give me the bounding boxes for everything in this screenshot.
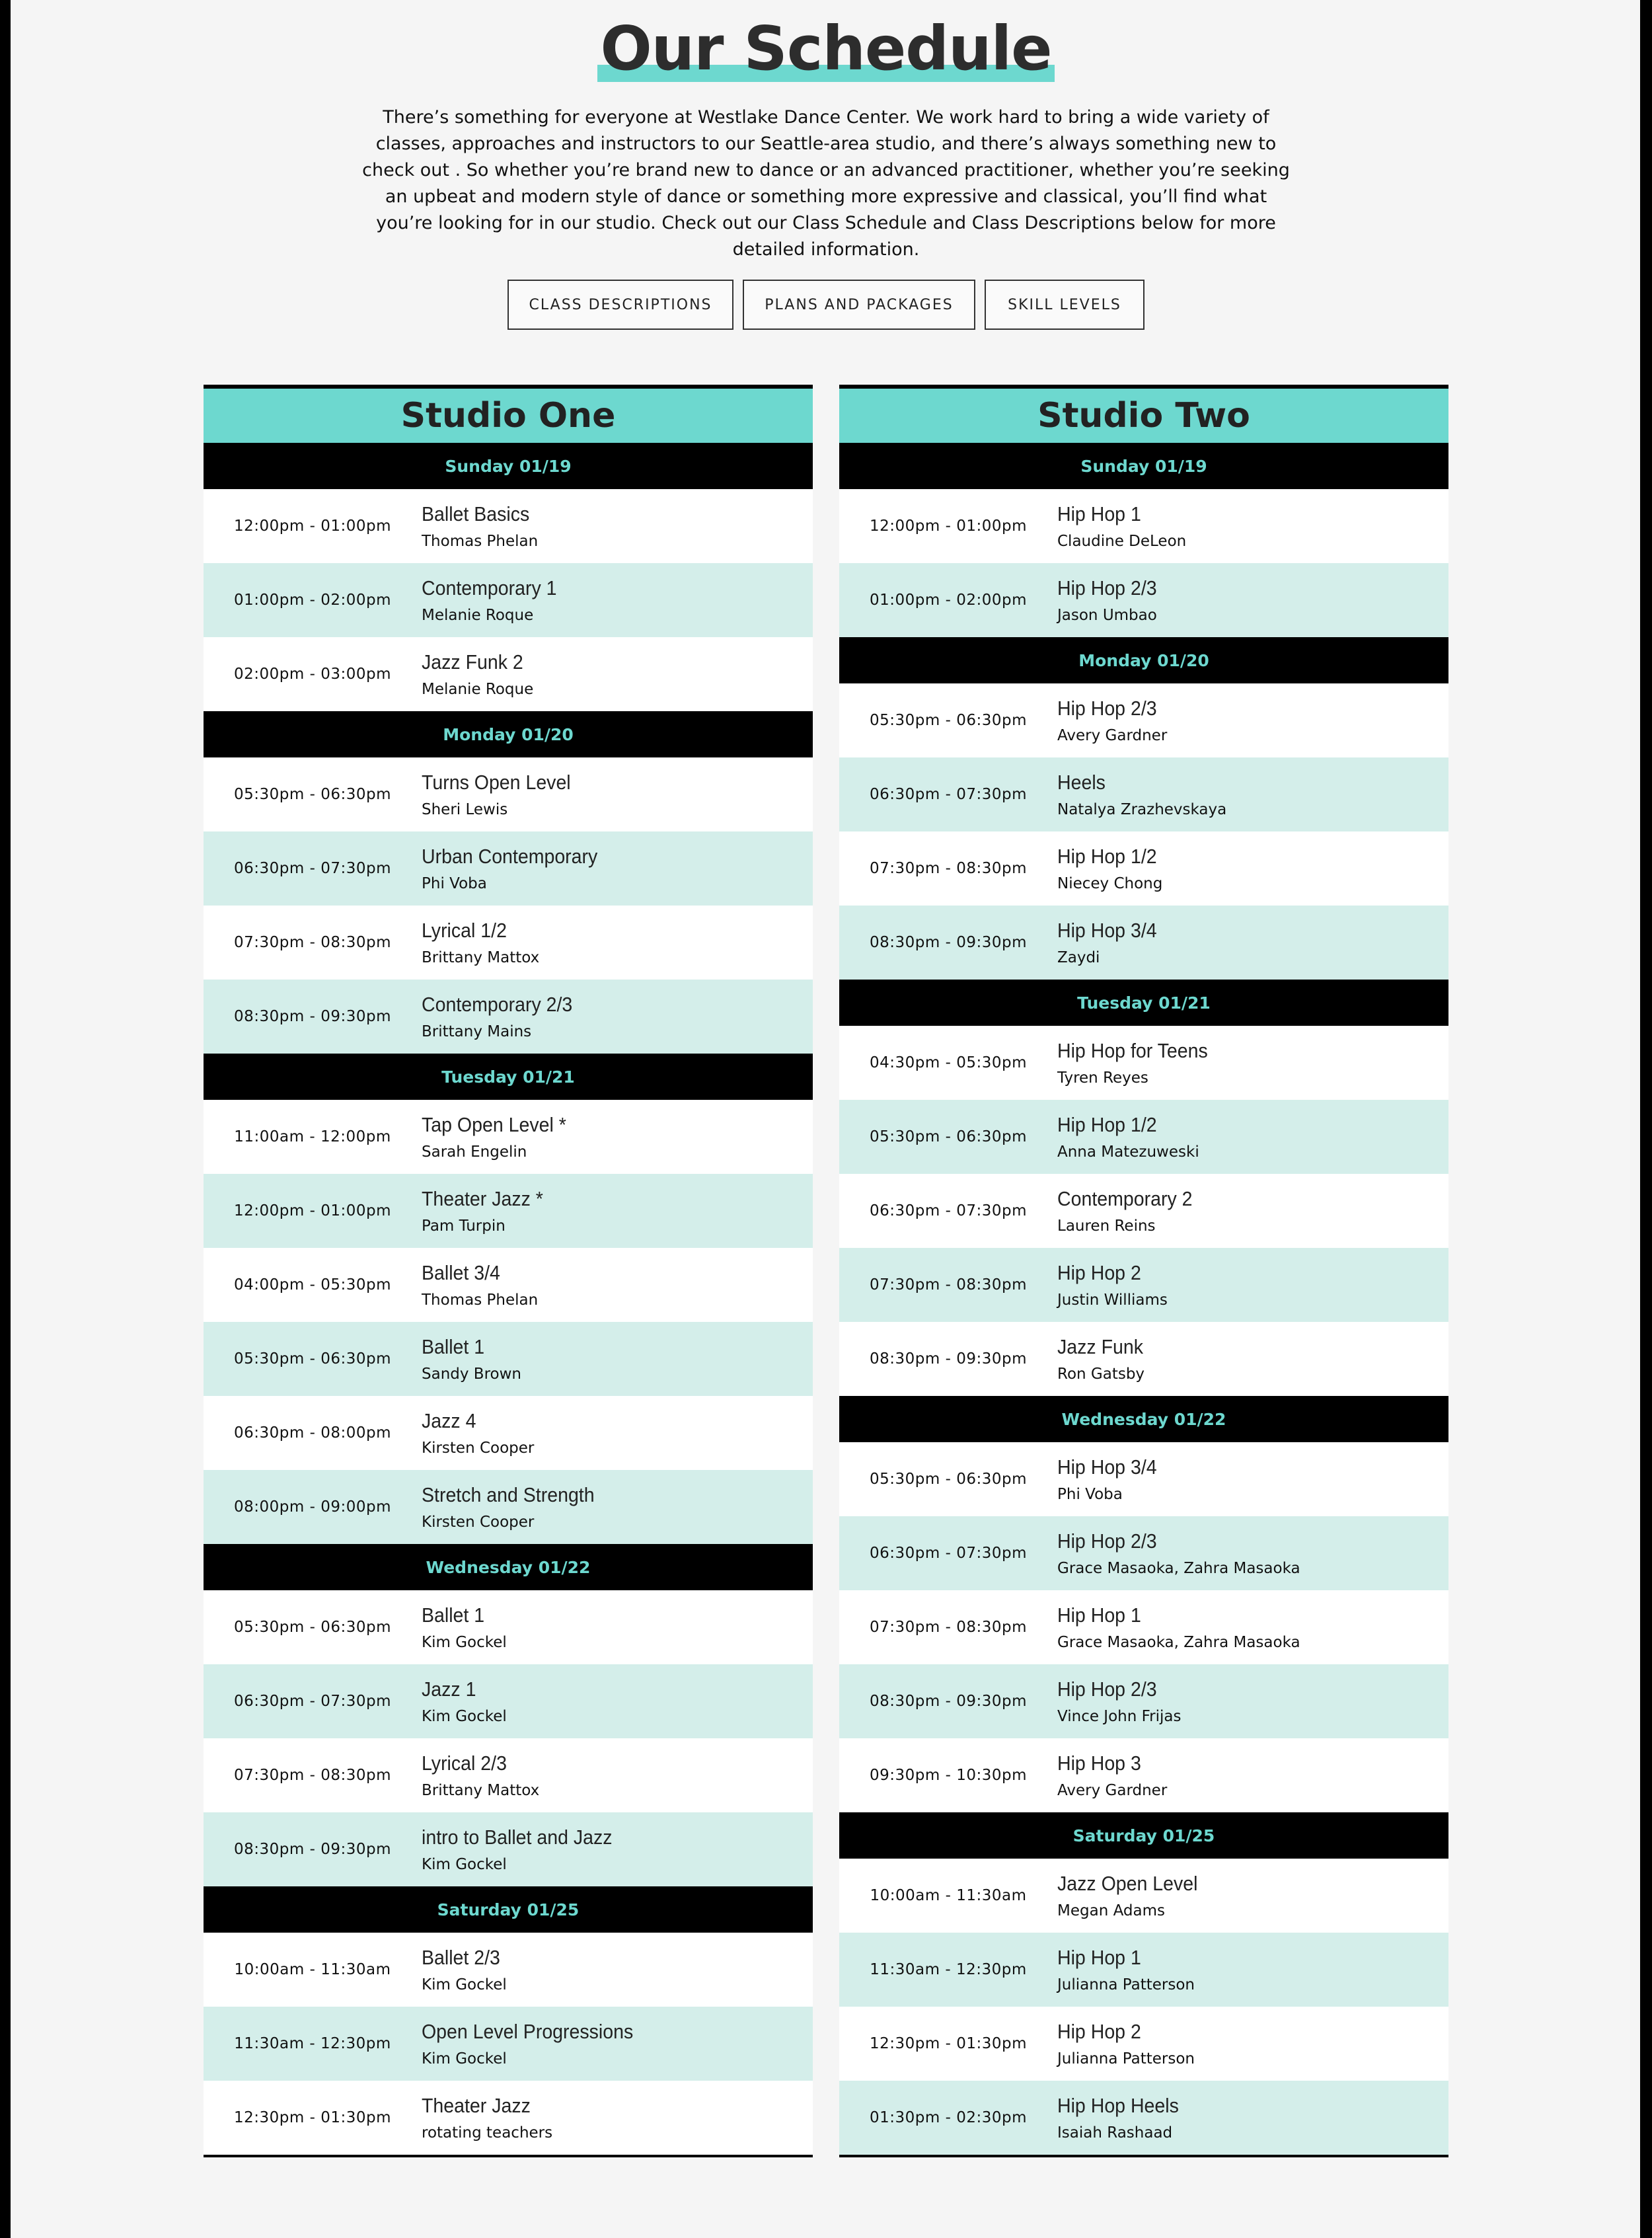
class-info [1057, 1752, 1167, 1799]
class-row [204, 489, 813, 563]
class-instructor: Jason Umbao [1057, 607, 1157, 624]
intro-paragraph: There’s something for everyone at Westlake Dance Center. We work hard to bring a wide variety of classes, approaches and instructors to our Seattle-area studio, and there’s always something new to check out . So whether you’re brand new to dance or an advanced practitioner, whether you’re seeking an upbeat and modern style of dance or something more expressive and classical, you’ll find what you’re looking for in our studio. Check out our Class Schedule and Class Descriptions below for more detailed information. [362, 107, 1290, 260]
class-descriptions-button[interactable]: CLASS DESCRIPTIONS [507, 280, 733, 330]
class-instructor: Phi Voba [422, 875, 487, 892]
class-name: Hip Hop 1 [1057, 1603, 1141, 1627]
class-time: 01:00pm - 02:00pm [870, 592, 1027, 609]
class-time: 06:30pm - 07:30pm [234, 860, 391, 877]
class-info [1057, 1187, 1204, 1235]
class-info [422, 993, 585, 1040]
class-instructor: rotating teachers [422, 2124, 553, 2142]
class-time: 08:30pm - 09:30pm [870, 934, 1027, 951]
class-name: Open Level Progressions [422, 2020, 634, 2043]
class-name: Ballet Basics [422, 502, 530, 525]
class-info [1057, 1678, 1182, 1725]
class-row [839, 1664, 1448, 1738]
class-info [1057, 1872, 1210, 1919]
day-header: Saturday 01/25 [204, 1886, 813, 1933]
class-time: 07:30pm - 08:30pm [234, 1767, 391, 1784]
class-instructor: Melanie Roque [422, 607, 534, 624]
class-row [839, 1100, 1448, 1174]
class-info [422, 650, 533, 698]
class-instructor: Phi Voba [1057, 1486, 1123, 1503]
day-header: Monday 01/20 [839, 637, 1448, 683]
class-row [204, 1470, 813, 1544]
class-info [422, 502, 539, 550]
class-row [839, 563, 1448, 637]
class-time: 08:30pm - 09:30pm [234, 1008, 391, 1025]
class-info [1057, 1113, 1199, 1161]
class-info [422, 576, 568, 624]
page-title [597, 13, 1054, 84]
studio-one-schedule [204, 385, 813, 2157]
class-row [839, 1738, 1448, 1812]
class-info [422, 1826, 629, 1873]
button-group [0, 280, 1652, 330]
class-name: Hip Hop 1 [1057, 1946, 1141, 1969]
class-row [204, 2081, 813, 2155]
class-info [1057, 576, 1166, 624]
class-info [1057, 1529, 1300, 1577]
page-title-text: Our Schedule [600, 13, 1052, 84]
class-info [1057, 2020, 1195, 2067]
class-info [422, 2020, 652, 2067]
class-info [422, 771, 583, 818]
class-name: Contemporary 1 [422, 576, 557, 599]
class-row [204, 757, 813, 831]
class-row [204, 2007, 813, 2081]
day-header: Saturday 01/25 [839, 1812, 1448, 1859]
class-row [839, 2007, 1448, 2081]
class-time: 04:00pm - 05:30pm [234, 1276, 391, 1293]
class-row [839, 1590, 1448, 1664]
class-name: Lyrical 1/2 [422, 919, 507, 942]
class-time: 11:30am - 12:30pm [870, 1961, 1027, 1978]
class-name: Jazz 1 [422, 1678, 476, 1701]
class-info [1057, 1946, 1195, 1993]
class-instructor: Zaydi [1057, 949, 1100, 966]
class-row [839, 1322, 1448, 1396]
skill-levels-button[interactable]: SKILL LEVELS [985, 280, 1145, 330]
class-row [839, 1174, 1448, 1248]
class-row [204, 1664, 813, 1738]
class-instructor: Kim Gockel [422, 1708, 507, 1725]
class-row [204, 831, 813, 906]
class-instructor: Isaiah Rashaad [1057, 2124, 1173, 2142]
class-name: Contemporary 2/3 [422, 993, 573, 1016]
class-time: 12:00pm - 01:00pm [234, 1202, 391, 1219]
class-instructor: Grace Masaoka, Zahra Masaoka [1057, 1634, 1300, 1651]
class-name: Hip Hop 3/4 [1057, 919, 1157, 942]
class-name: Hip Hop 1/2 [1057, 845, 1157, 868]
class-time: 05:30pm - 06:30pm [870, 1471, 1027, 1488]
class-instructor: Niecey Chong [1057, 875, 1163, 892]
class-name: Tap Open Level * [422, 1113, 566, 1136]
class-time: 07:30pm - 08:30pm [870, 860, 1027, 877]
class-row [839, 831, 1448, 906]
class-name: Hip Hop 3/4 [1057, 1455, 1157, 1479]
class-row [204, 1322, 813, 1396]
class-row [839, 1859, 1448, 1933]
class-row [204, 1590, 813, 1664]
class-instructor: Thomas Phelan [422, 533, 539, 550]
class-instructor: Vince John Frijas [1057, 1708, 1182, 1725]
class-row [204, 1248, 813, 1322]
day-header: Wednesday 01/22 [839, 1396, 1448, 1442]
class-info [1057, 1039, 1221, 1087]
class-row [839, 2081, 1448, 2155]
class-time: 08:30pm - 09:30pm [234, 1841, 391, 1858]
class-time: 09:30pm - 10:30pm [870, 1767, 1027, 1784]
class-time: 01:30pm - 02:30pm [870, 2109, 1027, 2126]
class-instructor: Lauren Reins [1057, 1217, 1156, 1235]
class-info [1057, 502, 1186, 550]
class-row [204, 1933, 813, 2007]
class-name: Hip Hop 2/3 [1057, 697, 1157, 720]
class-time: 05:30pm - 06:30pm [234, 1619, 391, 1636]
class-name: Hip Hop 1 [1057, 502, 1141, 525]
class-time: 12:00pm - 01:00pm [234, 518, 391, 535]
class-time: 08:30pm - 09:30pm [870, 1693, 1027, 1710]
class-info [422, 1603, 507, 1651]
class-info [1057, 2094, 1189, 2142]
class-time: 06:30pm - 07:30pm [870, 1202, 1027, 1219]
class-name: intro to Ballet and Jazz [422, 1826, 613, 1849]
class-time: 05:30pm - 06:30pm [870, 1128, 1027, 1145]
class-row [839, 757, 1448, 831]
class-name: Hip Hop 3 [1057, 1752, 1141, 1775]
class-row [204, 637, 813, 711]
class-info [1057, 919, 1166, 966]
class-time: 06:30pm - 07:30pm [870, 1545, 1027, 1562]
class-row [204, 1100, 813, 1174]
class-time: 12:30pm - 01:30pm [870, 2035, 1027, 2052]
class-info [422, 1261, 538, 1309]
day-header: Wednesday 01/22 [204, 1544, 813, 1590]
class-name: Contemporary 2 [1057, 1187, 1193, 1210]
class-instructor: Kirsten Cooper [422, 1440, 535, 1457]
class-info [1057, 845, 1166, 892]
class-instructor: Anna Matezuweski [1057, 1143, 1199, 1161]
class-instructor: Justin Williams [1057, 1292, 1168, 1309]
class-instructor: Sheri Lewis [422, 801, 508, 818]
class-time: 08:00pm - 09:00pm [234, 1498, 391, 1516]
class-time: 07:30pm - 08:30pm [234, 934, 391, 951]
class-name: Ballet 1 [422, 1603, 485, 1627]
class-name: Ballet 3/4 [422, 1261, 500, 1284]
class-time: 11:30am - 12:30pm [234, 2035, 391, 2052]
day-header: Sunday 01/19 [839, 443, 1448, 489]
day-header: Monday 01/20 [204, 711, 813, 757]
studio-title: Studio One [204, 389, 813, 443]
class-name: Lyrical 2/3 [422, 1752, 507, 1775]
class-instructor: Tyren Reyes [1057, 1069, 1148, 1087]
class-name: Theater Jazz [422, 2094, 531, 2117]
class-name: Urban Contemporary [422, 845, 598, 868]
class-info [422, 1409, 534, 1457]
class-info [422, 1187, 554, 1235]
class-instructor: Brittany Mattox [422, 949, 540, 966]
class-instructor: Avery Gardner [1057, 1782, 1168, 1799]
class-instructor: Avery Gardner [1057, 727, 1168, 744]
class-row [204, 1812, 813, 1886]
class-name: Hip Hop 2 [1057, 2020, 1141, 2043]
class-time: 12:00pm - 01:00pm [870, 518, 1027, 535]
class-info [422, 1483, 609, 1531]
class-info [422, 1335, 521, 1383]
class-info [422, 1113, 579, 1161]
class-name: Theater Jazz * [422, 1187, 543, 1210]
class-instructor: Brittany Mains [422, 1023, 532, 1040]
class-time: 06:30pm - 08:00pm [234, 1424, 391, 1442]
class-instructor: Pam Turpin [422, 1217, 506, 1235]
class-row [839, 1026, 1448, 1100]
class-time: 05:30pm - 06:30pm [234, 786, 391, 803]
class-instructor: Kim Gockel [422, 1976, 507, 1993]
class-instructor: Sandy Brown [422, 1366, 521, 1383]
class-instructor: Thomas Phelan [422, 1292, 539, 1309]
class-info [422, 1678, 507, 1725]
class-info [1057, 771, 1226, 818]
class-row [204, 980, 813, 1054]
class-instructor: Sarah Engelin [422, 1143, 527, 1161]
class-info [422, 1946, 507, 1993]
class-info [1057, 1261, 1168, 1309]
class-name: Hip Hop 2/3 [1057, 1678, 1157, 1701]
class-time: 02:00pm - 03:00pm [234, 666, 391, 683]
class-name: Hip Hop Heels [1057, 2094, 1179, 2117]
class-info [422, 919, 539, 966]
class-name: Ballet 1 [422, 1335, 485, 1358]
class-row [204, 563, 813, 637]
class-name: Hip Hop 1/2 [1057, 1113, 1157, 1136]
day-header: Tuesday 01/21 [839, 980, 1448, 1026]
class-name: Turns Open Level [422, 771, 571, 794]
class-info [422, 845, 613, 892]
class-name: Hip Hop for Teens [1057, 1039, 1208, 1062]
day-header: Tuesday 01/21 [204, 1054, 813, 1100]
class-name: Jazz Funk 2 [422, 650, 523, 674]
class-row [204, 1396, 813, 1470]
class-instructor: Julianna Patterson [1057, 2050, 1195, 2067]
class-name: Jazz Funk [1057, 1335, 1143, 1358]
class-name: Hip Hop 2/3 [1057, 576, 1157, 599]
class-time: 11:00am - 12:00pm [234, 1128, 391, 1145]
class-info [1057, 697, 1167, 744]
class-row [839, 1516, 1448, 1590]
class-time: 05:30pm - 06:30pm [870, 712, 1027, 729]
class-row [839, 906, 1448, 980]
studio-title: Studio Two [839, 389, 1448, 443]
studio-two-schedule [839, 385, 1448, 2157]
class-instructor: Melanie Roque [422, 681, 534, 698]
class-name: Ballet 2/3 [422, 1946, 500, 1969]
class-instructor: Brittany Mattox [422, 1782, 540, 1799]
class-row [204, 906, 813, 980]
class-row [839, 1248, 1448, 1322]
class-name: Stretch and Strength [422, 1483, 595, 1506]
class-instructor: Natalya Zrazhevskaya [1057, 801, 1227, 818]
class-instructor: Grace Masaoka, Zahra Masaoka [1057, 1560, 1300, 1577]
class-row [839, 683, 1448, 757]
class-instructor: Kim Gockel [422, 1634, 507, 1651]
class-row [839, 489, 1448, 563]
class-time: 01:00pm - 02:00pm [234, 592, 391, 609]
class-time: 12:30pm - 01:30pm [234, 2109, 391, 2126]
class-info [1057, 1603, 1300, 1651]
class-time: 08:30pm - 09:30pm [870, 1350, 1027, 1368]
class-time: 07:30pm - 08:30pm [870, 1619, 1027, 1636]
class-row [204, 1174, 813, 1248]
class-time: 06:30pm - 07:30pm [870, 786, 1027, 803]
class-instructor: Kim Gockel [422, 2050, 507, 2067]
class-instructor: Julianna Patterson [1057, 1976, 1195, 1993]
class-name: Jazz Open Level [1057, 1872, 1198, 1895]
class-info [422, 1752, 539, 1799]
day-header: Sunday 01/19 [204, 443, 813, 489]
class-info [1057, 1335, 1150, 1383]
class-info [1057, 1455, 1166, 1503]
class-time: 10:00am - 11:30am [870, 1887, 1027, 1904]
class-time: 06:30pm - 07:30pm [234, 1693, 391, 1710]
class-row [839, 1933, 1448, 2007]
class-time: 05:30pm - 06:30pm [234, 1350, 391, 1368]
plans-and-packages-button[interactable]: PLANS AND PACKAGES [743, 280, 975, 330]
class-name: Jazz 4 [422, 1409, 476, 1432]
class-info [422, 2094, 552, 2142]
page-title-wrap [0, 13, 1652, 84]
class-name: Hip Hop 2 [1057, 1261, 1141, 1284]
class-instructor: Megan Adams [1057, 1902, 1165, 1919]
class-time: 04:30pm - 05:30pm [870, 1054, 1027, 1071]
class-time: 07:30pm - 08:30pm [870, 1276, 1027, 1293]
class-row [839, 1442, 1448, 1516]
class-row [204, 1738, 813, 1812]
class-time: 10:00am - 11:30am [234, 1961, 391, 1978]
class-instructor: Kirsten Cooper [422, 1514, 535, 1531]
class-instructor: Ron Gatsby [1057, 1366, 1145, 1383]
class-name: Heels [1057, 771, 1106, 794]
class-instructor: Kim Gockel [422, 1856, 507, 1873]
class-name: Hip Hop 2/3 [1057, 1529, 1157, 1553]
class-instructor: Claudine DeLeon [1057, 533, 1187, 550]
